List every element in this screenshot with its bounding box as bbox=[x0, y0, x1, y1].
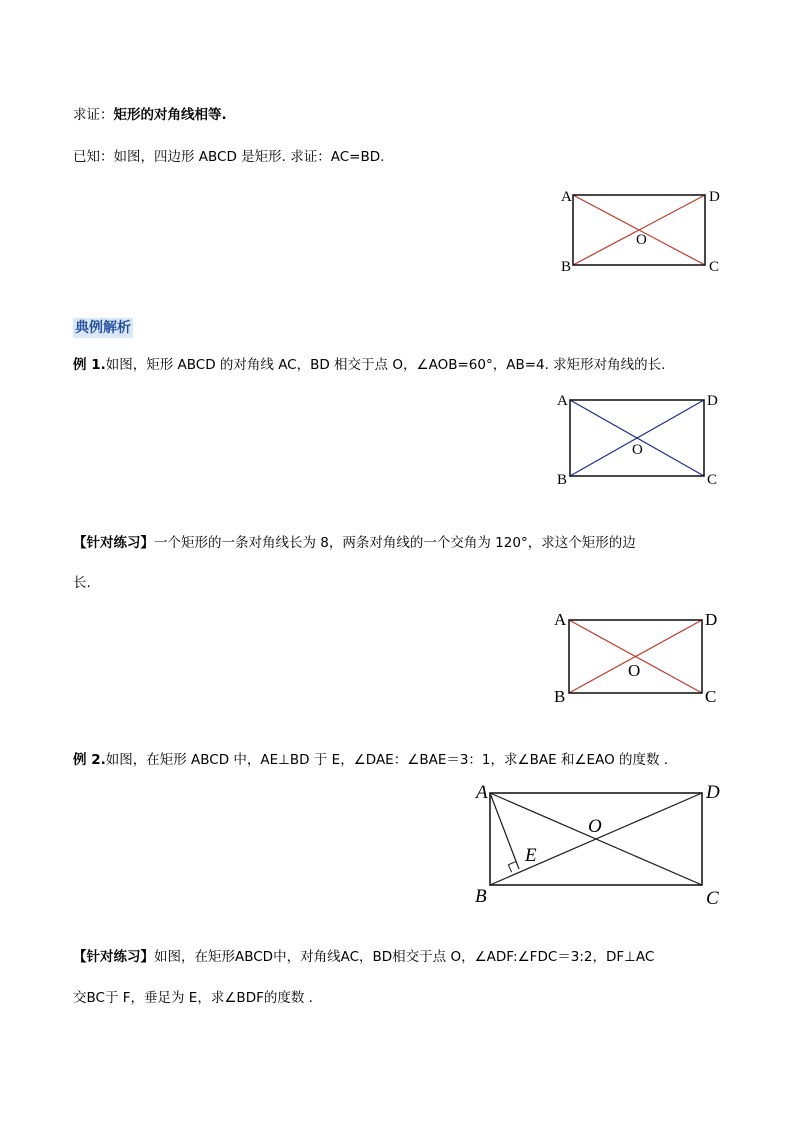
figure-2-rectangle bbox=[552, 390, 727, 490]
fig3-label-d: D bbox=[705, 610, 718, 629]
practice2-text-1: 如图，在矩形ABCD中，对角线AC，BD相交于点 O，∠ADF:∠FDC＝3:2，DF⊥AC bbox=[154, 949, 655, 965]
fig4-label-b: B bbox=[475, 886, 487, 907]
practice2-label: 【针对练习】 bbox=[73, 949, 154, 965]
section-heading: 典例解析 bbox=[75, 320, 131, 336]
practice2-line-1 bbox=[73, 947, 654, 967]
fig1-label-c: C bbox=[709, 259, 720, 275]
fig1-label-o: O bbox=[636, 232, 647, 248]
fig4-label-d: D bbox=[706, 782, 720, 803]
fig4-label-a: A bbox=[476, 782, 488, 803]
prove-statement: 矩形的对角线相等. bbox=[113, 107, 227, 123]
fig4-right-angle-mark bbox=[508, 862, 515, 873]
prove-prefix: 求证： bbox=[73, 107, 114, 123]
fig3-label-b: B bbox=[554, 687, 566, 706]
practice1-line-1 bbox=[73, 533, 636, 553]
fig3-label-o: O bbox=[628, 661, 641, 680]
example1-text: 如图，矩形 ABCD 的对角线 AC，BD 相交于点 O，∠AOB=60°，AB=4. 求矩形对角线的长. bbox=[105, 357, 666, 373]
example2-label: 例 2. bbox=[73, 752, 106, 768]
figure-1-rectangle bbox=[555, 185, 725, 277]
prove-line bbox=[73, 105, 227, 125]
fig2-label-b: B bbox=[557, 472, 568, 488]
figure-4-rectangle bbox=[470, 780, 730, 910]
example1-label: 例 1. bbox=[73, 357, 106, 373]
figure-3-rectangle bbox=[550, 608, 730, 706]
fig1-label-d: D bbox=[709, 189, 720, 205]
practice1-text-1: 一个矩形的一条对角线长为 8，两条对角线的一个交角为 120°，求这个矩形的边 bbox=[154, 535, 636, 551]
example2-text: 如图，在矩形 ABCD 中，AE⊥BD 于 E，∠DAE：∠BAE＝3：1，求∠BAE 和∠EAO 的度数 . bbox=[105, 752, 669, 768]
fig4-segment-ae bbox=[490, 793, 519, 869]
fig4-label-e: E bbox=[525, 845, 537, 866]
fig1-label-b: B bbox=[561, 259, 572, 275]
given-line: 已知：如图，四边形 ABCD 是矩形. 求证：AC=BD. bbox=[73, 149, 385, 165]
fig2-label-c: C bbox=[707, 472, 718, 488]
fig3-label-a: A bbox=[554, 610, 567, 629]
fig4-label-c: C bbox=[706, 888, 719, 909]
fig3-label-c: C bbox=[705, 687, 717, 706]
fig2-label-d: D bbox=[707, 393, 718, 409]
fig2-label-o: O bbox=[632, 442, 643, 458]
practice1-label: 【针对练习】 bbox=[73, 535, 154, 551]
example2-line bbox=[73, 750, 668, 770]
fig4-label-o: O bbox=[588, 816, 602, 837]
practice1-line-2: 长. bbox=[73, 575, 91, 591]
example1-line bbox=[73, 355, 665, 375]
fig1-label-a: A bbox=[561, 189, 572, 205]
practice2-line-2: 交BC于 F，垂足为 E，求∠BDF的度数 . bbox=[73, 990, 313, 1006]
fig2-label-a: A bbox=[557, 393, 568, 409]
